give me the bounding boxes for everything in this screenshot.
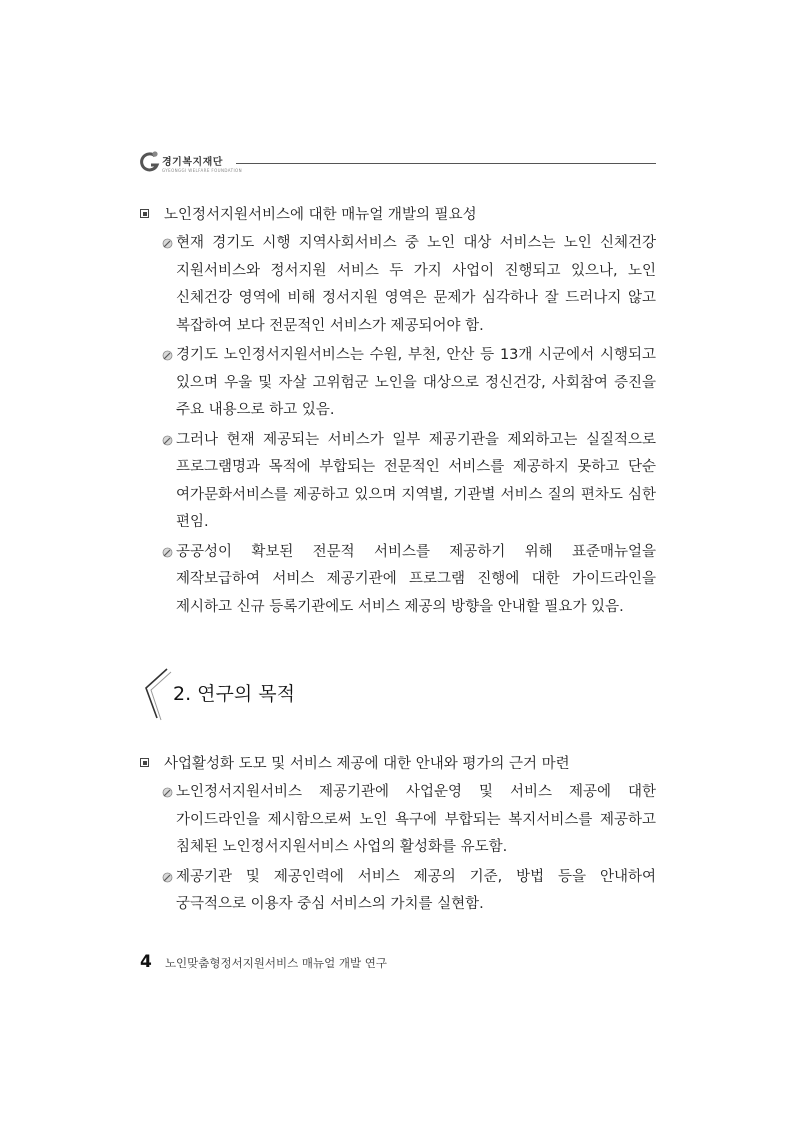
running-header — [140, 148, 656, 180]
list-item-text: 현재 경기도 시행 지역사회서비스 중 노인 대상 서비스는 노인 신체건강 지원서비스와 정서지원 서비스 두 가지 사업이 진행되고 있으나, 노인 신체건강 영역에 비해 정서지원 영역은 문제가 심각하나 잘 드러나지 않고 복잡하여 보다 전문적인 서비스가 제공되어야 함. — [176, 235, 656, 334]
section-heading-text: 노인정서지원서비스에 대한 매뉴얼 개발의 필요성 — [164, 207, 477, 223]
section-heading-text: 사업활성화 도모 및 서비스 제공에 대한 안내와 평가의 근거 마련 — [164, 756, 570, 772]
section-heading — [140, 202, 656, 228]
list-item-text: 그러나 현재 제공되는 서비스가 일부 제공기관을 제외하고는 실질적으로 프로그램명과 목적에 부합되는 전문적인 서비스를 제공하지 못하고 단순 여가문화서비스를 제공하고 있으며 지역별, 기관별 서비스 질의 편차도 심한 편임. — [176, 431, 656, 530]
chapter-title: 2. 연구의 목적 — [173, 683, 295, 705]
chapter-heading — [143, 666, 443, 722]
section-heading — [140, 751, 656, 777]
circle-bullet-icon — [162, 435, 173, 446]
circle-bullet-icon — [162, 547, 173, 558]
list-item — [140, 864, 656, 919]
page-footer — [140, 952, 387, 972]
section-manual-necessity — [140, 202, 656, 621]
list-item — [140, 779, 656, 862]
circle-bullet-icon — [162, 350, 173, 361]
list-item — [140, 539, 656, 622]
circle-bullet-icon — [162, 872, 173, 883]
page-number: 4 — [140, 952, 152, 972]
list-item — [140, 230, 656, 340]
square-bullet-icon — [140, 758, 149, 767]
list-item-text: 경기도 노인정서지원서비스는 수원, 부천, 안산 등 13개 시군에서 시행되고 있으며 우울 및 자살 고위험군 노인을 대상으로 정신건강, 사회참여 증진을 주요 내용으로 하고 있음. — [176, 347, 656, 418]
org-name-en: GYEONGGI WELFARE FOUNDATION — [162, 168, 242, 173]
list-item — [140, 427, 656, 537]
square-bullet-icon — [140, 209, 149, 218]
section-research-purpose — [140, 751, 656, 919]
org-name: 경기복지재단 — [162, 157, 223, 168]
header-rule — [236, 163, 656, 164]
list-item — [140, 342, 656, 425]
list-item-text: 제공기관 및 제공인력에 서비스 제공의 기준, 방법 등을 안내하여 궁극적으로 이용자 중심 서비스의 가치를 실현함. — [176, 868, 656, 912]
circle-bullet-icon — [162, 238, 173, 249]
foundation-logo — [140, 148, 242, 180]
bracket-icon — [143, 666, 173, 722]
circle-bullet-icon — [162, 787, 173, 798]
list-item-text: 공공성이 확보된 전문적 서비스를 제공하기 위해 표준매뉴얼을 제작보급하여 서비스 제공기관에 프로그램 진행에 대한 가이드라인을 제시하고 신규 등록기관에도 서비스 제공의 방향을 안내할 필요가 있음. — [176, 543, 656, 615]
logo-g-icon — [140, 150, 160, 174]
list-item-text: 노인정서지원서비스 제공기관에 사업운영 및 서비스 제공에 대한 가이드라인을 제시함으로써 노인 욕구에 부합되는 복지서비스를 제공하고 침체된 노인정서지원서비스 사업의 활성화를 유도함. — [176, 784, 656, 855]
footer-title: 노인맞춤형정서지원서비스 매뉴얼 개발 연구 — [164, 956, 387, 970]
